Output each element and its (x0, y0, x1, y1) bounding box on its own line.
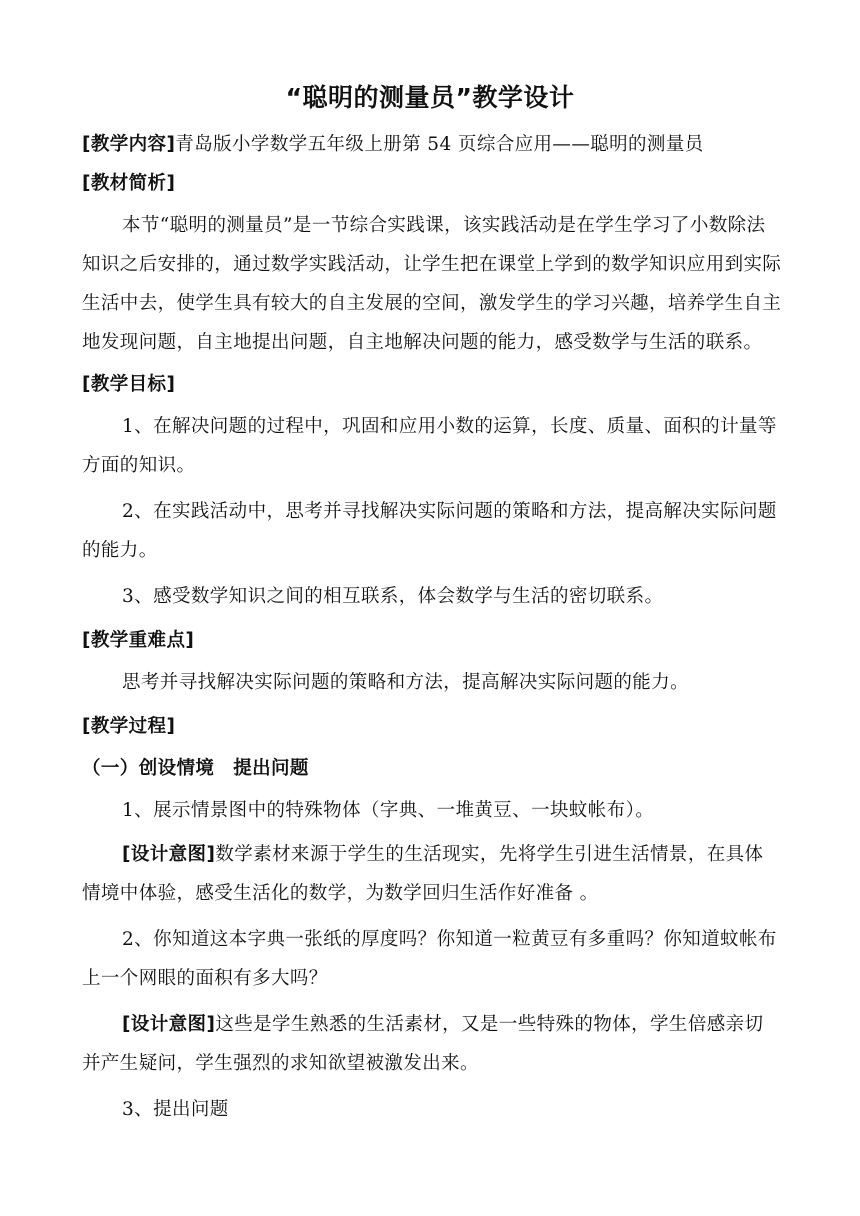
teaching-content-text: 青岛版小学数学五年级上册第 54 页综合应用——聪明的测量员 (175, 134, 704, 155)
teaching-goal-item: 3、感受数学知识之间的相互联系，体会数学与生活的密切联系。 (122, 586, 664, 607)
design-intent-paragraph-1 (82, 835, 782, 913)
teaching-goal-item: 1、在解决问题的过程中，巩固和应用小数的运算，长度、质量、面积的计量等方面的知识。 (82, 416, 777, 476)
process-step-1: 1、展示情景图中的特殊物体（字典、一堆黄豆、一块蚊帐布）。 (122, 800, 655, 821)
teaching-content-label: [教学内容] (82, 134, 176, 155)
section-one-title: （一）创设情境 提出问题 (82, 758, 309, 779)
design-intent-text: 这些是学生熟悉的生活素材，又是一些特殊的物体，学生倍感亲切并产生疑问，学生强烈的求知欲望被激发出来。 (82, 1014, 764, 1074)
design-intent-label: [设计意图] (122, 1014, 216, 1035)
process-step-2: 2、你知道这本字典一张纸的厚度吗？你知道一粒黄豆有多重吗？你知道蚊帐布上一个网眼的面积有多大吗？ (82, 929, 777, 989)
design-intent-paragraph-2 (82, 1005, 782, 1083)
process-step-3: 3、提出问题 (122, 1099, 229, 1120)
key-points-heading: [教学重难点] (82, 630, 195, 651)
document-body (82, 125, 782, 1129)
material-analysis-text: 本节“聪明的测量员”是一节综合实践课，该实践活动是在学生学习了小数除法知识之后安排的，通过数学实践活动，让学生把在课堂上学到的数学知识应用到实际生活中去，使学生具有较大的自主发展的空间，激发学生的学习兴趣，培养学生自主地发现问题，自主地提出问题，自主地解决问题的能力，感受数学与生活的联系。 (82, 215, 782, 353)
key-points-text: 思考并寻找解决实际问题的策略和方法，提高解决实际问题的能力。 (122, 672, 690, 693)
teaching-goal-item: 2、在实践活动中，思考并寻找解决实际问题的策略和方法，提高解决实际问题的能力。 (82, 501, 777, 561)
teaching-goals-heading: [教学目标] (82, 374, 176, 395)
material-analysis-heading: [教材简析] (82, 173, 176, 194)
teaching-process-heading: [教学过程] (82, 716, 176, 737)
design-intent-text: 数学素材来源于学生的生活现实，先将学生引进生活情景，在具体情境中体验，感受生活化的数学，为数学回归生活作好准备 。 (82, 844, 764, 904)
document-title: “聪明的测量员”教学设计 (285, 83, 575, 112)
design-intent-label: [设计意图] (122, 844, 216, 865)
teaching-content-paragraph (82, 125, 782, 164)
